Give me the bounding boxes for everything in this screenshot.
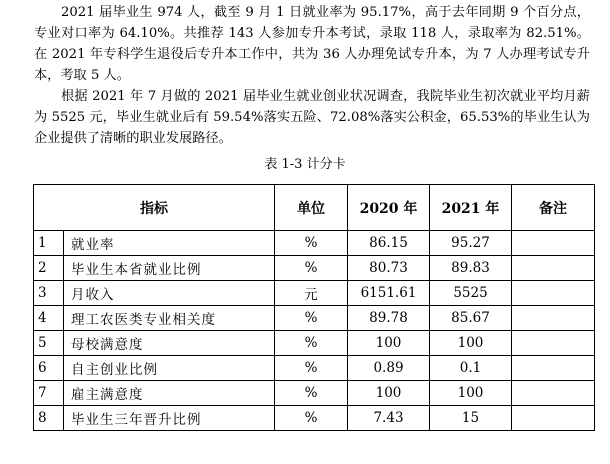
row-unit: % [275, 356, 348, 381]
row-note [512, 331, 595, 356]
row-number: 7 [34, 381, 64, 406]
row-unit: % [275, 406, 348, 431]
row-value-2020: 80.73 [348, 256, 430, 281]
table-row [34, 281, 595, 306]
table-caption: 表 1-3 计分卡 [264, 157, 346, 172]
row-value-2020: 100 [348, 331, 430, 356]
row-note [512, 406, 595, 431]
row-number: 6 [34, 356, 64, 381]
scorecard-table [33, 184, 595, 431]
row-value-2021: 100 [430, 331, 512, 356]
row-indicator: 就业率 [64, 231, 275, 256]
table-row [34, 231, 595, 256]
paragraph-employment-summary: 2021 届毕业生 974 人，截至 9 月 1 日就业率为 95.17%，高于去年同期 9 个百分点，专业对口率为 64.10%。共推荐 143 人参加专升本考试，录取 118 人，录取率为 82.51%。在 2021 年专科学生退役后专升本工作中，共为 36 人办理免试专升本，为 7 人办理考试专升本，考取 5 人。 [34, 5, 590, 83]
table-row [34, 381, 595, 406]
row-note [512, 306, 595, 331]
row-note [512, 256, 595, 281]
row-unit: % [275, 256, 348, 281]
row-number: 8 [34, 406, 64, 431]
row-value-2020: 6151.61 [348, 281, 430, 306]
header-2020: 2020 年 [348, 185, 430, 231]
row-number: 2 [34, 256, 64, 281]
row-value-2020: 100 [348, 381, 430, 406]
paragraph-survey-summary: 根据 2021 年 7 月做的 2021 届毕业生就业创业状况调查，我院毕业生初次就业平均月薪为 5525 元，毕业生就业后有 59.54%落实五险、72.08%落实公积金，65.53%的毕业生认为企业提供了清晰的职业发展路径。 [34, 89, 590, 146]
row-indicator: 毕业生本省就业比例 [64, 256, 275, 281]
table-row [34, 356, 595, 381]
row-value-2021: 85.67 [430, 306, 512, 331]
header-unit: 单位 [275, 185, 348, 231]
row-value-2021: 100 [430, 381, 512, 406]
row-note [512, 281, 595, 306]
row-unit: 元 [275, 281, 348, 306]
row-number: 5 [34, 331, 64, 356]
row-value-2021: 5525 [430, 281, 512, 306]
row-value-2020: 0.89 [348, 356, 430, 381]
row-value-2020: 89.78 [348, 306, 430, 331]
row-indicator: 理工农医类专业相关度 [64, 306, 275, 331]
row-value-2021: 0.1 [430, 356, 512, 381]
row-indicator: 自主创业比例 [64, 356, 275, 381]
row-note [512, 356, 595, 381]
row-indicator: 雇主满意度 [64, 381, 275, 406]
header-indicator: 指标 [34, 185, 275, 231]
row-value-2021: 95.27 [430, 231, 512, 256]
header-note: 备注 [512, 185, 595, 231]
header-2021: 2021 年 [430, 185, 512, 231]
row-value-2020: 7.43 [348, 406, 430, 431]
row-value-2021: 89.83 [430, 256, 512, 281]
row-unit: % [275, 381, 348, 406]
row-note [512, 381, 595, 406]
row-number: 4 [34, 306, 64, 331]
row-number: 1 [34, 231, 64, 256]
row-indicator: 毕业生三年晋升比例 [64, 406, 275, 431]
row-unit: % [275, 306, 348, 331]
row-indicator: 月收入 [64, 281, 275, 306]
table-header-row [34, 185, 595, 231]
row-value-2020: 86.15 [348, 231, 430, 256]
table-row [34, 306, 595, 331]
row-note [512, 231, 595, 256]
row-unit: % [275, 231, 348, 256]
row-number: 3 [34, 281, 64, 306]
table-body [34, 231, 595, 431]
row-value-2021: 15 [430, 406, 512, 431]
row-indicator: 母校满意度 [64, 331, 275, 356]
table-row [34, 256, 595, 281]
table-row [34, 406, 595, 431]
table-row [34, 331, 595, 356]
row-unit: % [275, 331, 348, 356]
